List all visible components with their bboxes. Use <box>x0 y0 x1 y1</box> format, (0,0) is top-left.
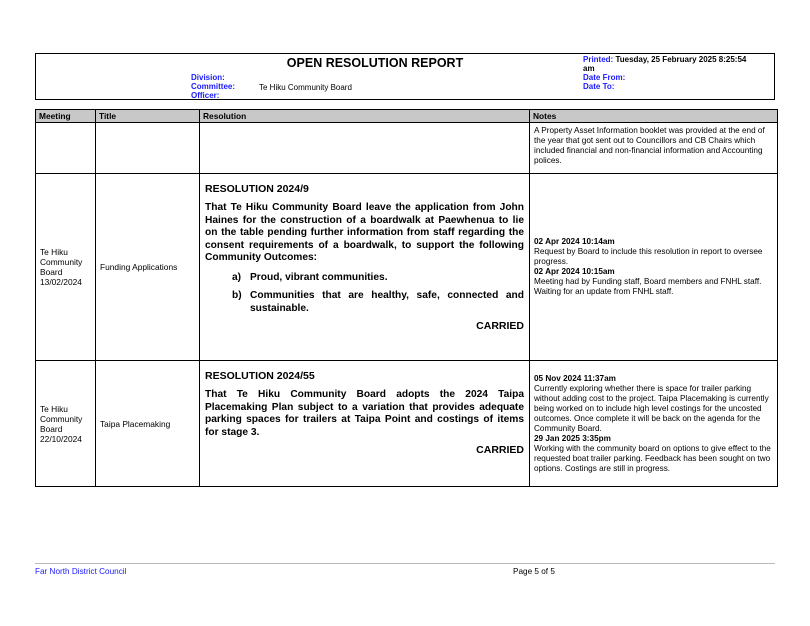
printed-suffix: am <box>583 64 595 73</box>
meeting-cell: Te Hiku Community Board 13/02/2024 <box>36 174 96 361</box>
resolution-cell <box>200 123 530 174</box>
resolution-body: That Te Hiku Community Board adopts the 2024 Taipa Placemaking Plan subject to a variation that provides adequate parking spaces for trailers at Taipa Point and costings of items for stage 3. <box>205 389 524 438</box>
meeting-cell <box>36 123 96 174</box>
table-header-row <box>36 110 778 123</box>
column-header-resolution: Resolution <box>200 110 530 123</box>
printed-value: Tuesday, 25 February 2025 8:25:54 <box>615 55 747 64</box>
resolution-body: That Te Hiku Community Board leave the application from John Haines for the construction of a boardwalk at Paewhenua to lie on the table pending further information from staff regarding the consent requirements of a boardwalk, to support the following Community Outcomes: <box>205 202 524 263</box>
column-header-title: Title <box>96 110 200 123</box>
list-item <box>232 271 524 284</box>
resolution-heading: RESOLUTION 2024/55 <box>205 370 315 382</box>
list-item <box>232 289 524 315</box>
resolution-table <box>35 109 778 487</box>
status-carried: CARRIED <box>476 319 524 332</box>
committee-label: Committee: <box>191 82 236 91</box>
date-from-label: Date From: <box>583 73 626 82</box>
column-header-notes: Notes <box>530 110 778 123</box>
status-carried: CARRIED <box>476 444 524 456</box>
date-to-label: Date To: <box>583 82 615 91</box>
note-text: Request by Board to include this resolution in report to oversee progress. <box>534 247 763 266</box>
meeting-cell: Te Hiku Community Board 22/10/2024 <box>36 361 96 487</box>
list-item-label: a) <box>232 271 242 283</box>
title-cell: Funding Applications <box>96 174 200 361</box>
report-header <box>35 53 775 100</box>
note-text: Meeting had by Funding staff, Board members and FNHL staff. Waiting for an update from FNHL staff. <box>534 277 762 296</box>
note-text: Working with the community board on options to give effect to the requested boat trailer parking. Feedback has been sought on two options. Costings are still in progress. <box>534 443 771 473</box>
resolution-cell <box>200 174 530 361</box>
footer-page-number: Page 5 of 5 <box>513 567 555 576</box>
printed-label-text: Printed: <box>583 55 614 64</box>
resolution-cell <box>200 361 530 487</box>
note-date: 29 Jan 2025 3:35pm <box>534 433 611 443</box>
printed-label <box>583 55 746 65</box>
committee-value: Te Hiku Community Board <box>259 83 352 92</box>
list-item-text: Communities that are healthy, safe, connected and sustainable. <box>250 289 524 314</box>
outcomes-list <box>232 271 524 315</box>
report-title: OPEN RESOLUTION REPORT <box>286 56 464 70</box>
column-header-meeting: Meeting <box>36 110 96 123</box>
title-cell: Taipa Placemaking <box>96 361 200 487</box>
notes-cell <box>530 361 778 487</box>
note-date: 02 Apr 2024 10:15am <box>534 267 615 276</box>
note-date: 05 Nov 2024 11:37am <box>534 373 616 383</box>
list-item-label: b) <box>232 289 242 301</box>
list-item-text: Proud, vibrant communities. <box>250 271 388 283</box>
note-date: 02 Apr 2024 10:14am <box>534 237 615 246</box>
footer-organization: Far North District Council <box>35 567 127 576</box>
table-row <box>36 123 778 174</box>
table-row <box>36 174 778 361</box>
notes-cell: A Property Asset Information booklet was provided at the end of the year that got sent out to Councillors and CB Chairs which included financial and non-financial information and Accounting polices. <box>530 123 778 174</box>
footer-divider <box>35 563 775 564</box>
title-cell <box>96 123 200 174</box>
resolution-heading: RESOLUTION 2024/9 <box>205 183 309 195</box>
officer-label: Officer: <box>191 91 220 100</box>
note-text: Currently exploring whether there is space for trailer parking without adding cost to the project. Taipa Placemaking is currently being worked on to include high level costings for the uncosted outcomes. Once complete it will be back on the agenda for the Community Board. <box>534 383 769 433</box>
division-label: Division: <box>191 73 225 82</box>
table-row <box>36 361 778 487</box>
notes-cell <box>530 174 778 361</box>
